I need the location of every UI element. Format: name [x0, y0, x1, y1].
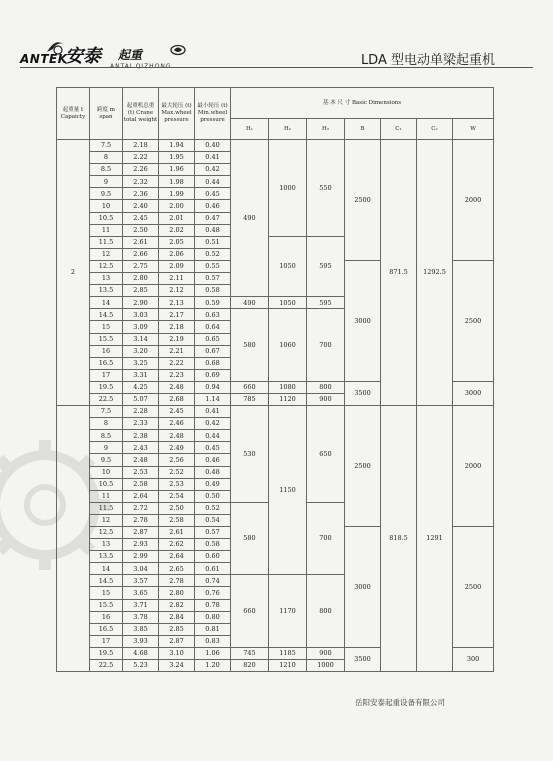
min-pressure-cell: 0.76	[195, 587, 231, 599]
header-basic-dimensions: 基 本 尺 寸 Basic Dimensions	[231, 88, 494, 119]
weight-cell: 2.40	[123, 200, 159, 212]
span-cell: 7.5	[90, 406, 123, 418]
span-cell: 8	[90, 152, 123, 164]
h1-cell: 660	[231, 575, 269, 648]
span-cell: 13	[90, 539, 123, 551]
h3-cell: 650	[307, 406, 345, 503]
span-cell: 12.5	[90, 260, 123, 272]
b-cell: 3500	[345, 647, 381, 671]
min-pressure-cell: 0.78	[195, 599, 231, 611]
min-pressure-cell: 0.74	[195, 575, 231, 587]
h2-cell: 1050	[269, 297, 307, 309]
max-pressure-cell: 2.80	[159, 587, 195, 599]
min-pressure-cell: 0.42	[195, 418, 231, 430]
max-pressure-cell: 2.13	[159, 297, 195, 309]
w-cell: 2500	[453, 260, 494, 381]
b-cell: 3500	[345, 381, 381, 405]
min-pressure-cell: 0.65	[195, 333, 231, 345]
min-pressure-cell: 0.59	[195, 297, 231, 309]
logo-chinese-name: 安泰	[65, 46, 101, 67]
min-pressure-cell: 0.69	[195, 369, 231, 381]
header-span: 跨度 m span	[90, 88, 123, 140]
weight-cell: 2.93	[123, 539, 159, 551]
span-cell: 8	[90, 418, 123, 430]
capacity-cell	[57, 406, 90, 672]
max-pressure-cell: 3.10	[159, 647, 195, 659]
b-cell: 2500	[345, 140, 381, 261]
weight-cell: 2.66	[123, 248, 159, 260]
span-cell: 14	[90, 563, 123, 575]
min-pressure-cell: 0.55	[195, 260, 231, 272]
span-cell: 22.5	[90, 660, 123, 672]
weight-cell: 2.99	[123, 551, 159, 563]
min-pressure-cell: 0.50	[195, 490, 231, 502]
b-cell: 2500	[345, 406, 381, 527]
min-pressure-cell: 1.14	[195, 393, 231, 405]
max-pressure-cell: 2.17	[159, 309, 195, 321]
weight-cell: 4.25	[123, 381, 159, 393]
h1-cell: 785	[231, 393, 269, 405]
min-pressure-cell: 0.51	[195, 236, 231, 248]
span-cell: 10	[90, 466, 123, 478]
max-pressure-cell: 2.46	[159, 418, 195, 430]
weight-cell: 2.64	[123, 490, 159, 502]
h3-cell: 700	[307, 502, 345, 575]
h3-cell: 595	[307, 297, 345, 309]
weight-cell: 2.36	[123, 188, 159, 200]
weight-cell: 3.71	[123, 599, 159, 611]
weight-cell: 2.75	[123, 260, 159, 272]
span-cell: 10.5	[90, 478, 123, 490]
min-pressure-cell: 0.81	[195, 623, 231, 635]
span-cell: 15	[90, 587, 123, 599]
weight-cell: 3.93	[123, 635, 159, 647]
max-pressure-cell: 2.12	[159, 285, 195, 297]
logo-chinese-qizhong: 起重	[118, 48, 143, 62]
header-h2: H₂	[269, 119, 307, 140]
min-pressure-cell: 0.48	[195, 466, 231, 478]
span-cell: 16.5	[90, 623, 123, 635]
span-cell: 12	[90, 248, 123, 260]
span-cell: 8.5	[90, 430, 123, 442]
max-pressure-cell: 2.54	[159, 490, 195, 502]
span-cell: 12.5	[90, 527, 123, 539]
max-pressure-cell: 2.78	[159, 575, 195, 587]
h2-cell: 1050	[269, 236, 307, 296]
min-pressure-cell: 0.40	[195, 140, 231, 152]
weight-cell: 5.23	[123, 660, 159, 672]
logo-text: ANTEK	[20, 52, 68, 66]
max-pressure-cell: 2.02	[159, 224, 195, 236]
weight-cell: 3.85	[123, 623, 159, 635]
header-crane-weight: 起重机总重 (t) Crane total weight	[123, 88, 159, 140]
min-pressure-cell: 0.44	[195, 176, 231, 188]
span-cell: 19.5	[90, 647, 123, 659]
min-pressure-cell: 0.68	[195, 357, 231, 369]
max-pressure-cell: 1.98	[159, 176, 195, 188]
max-pressure-cell: 2.68	[159, 393, 195, 405]
max-pressure-cell: 2.52	[159, 466, 195, 478]
weight-cell: 5.07	[123, 393, 159, 405]
max-pressure-cell: 2.58	[159, 514, 195, 526]
max-pressure-cell: 1.94	[159, 140, 195, 152]
span-cell: 16	[90, 611, 123, 623]
span-cell: 13	[90, 273, 123, 285]
span-cell: 15	[90, 321, 123, 333]
span-cell: 7.5	[90, 140, 123, 152]
span-cell: 11.5	[90, 236, 123, 248]
max-pressure-cell: 2.11	[159, 273, 195, 285]
w-cell: 2500	[453, 527, 494, 648]
max-pressure-cell: 2.62	[159, 539, 195, 551]
table-row	[57, 140, 494, 152]
min-pressure-cell: 0.80	[195, 611, 231, 623]
b-cell: 3000	[345, 260, 381, 381]
table-row	[57, 406, 494, 418]
span-cell: 15.5	[90, 333, 123, 345]
w-cell: 2000	[453, 406, 494, 527]
weight-cell: 3.25	[123, 357, 159, 369]
span-cell: 14.5	[90, 575, 123, 587]
max-pressure-cell: 2.64	[159, 551, 195, 563]
min-pressure-cell: 1.06	[195, 647, 231, 659]
max-pressure-cell: 1.95	[159, 152, 195, 164]
max-pressure-cell: 2.49	[159, 442, 195, 454]
table-body	[57, 140, 494, 672]
span-cell: 11	[90, 490, 123, 502]
min-pressure-cell: 0.63	[195, 309, 231, 321]
header-divider	[20, 67, 533, 68]
span-cell: 14.5	[90, 309, 123, 321]
weight-cell: 2.58	[123, 478, 159, 490]
max-pressure-cell: 2.01	[159, 212, 195, 224]
h2-cell: 1120	[269, 393, 307, 405]
weight-cell: 4.68	[123, 647, 159, 659]
weight-cell: 2.87	[123, 527, 159, 539]
min-pressure-cell: 0.67	[195, 345, 231, 357]
max-pressure-cell: 2.82	[159, 599, 195, 611]
h2-cell: 1150	[269, 406, 307, 575]
header-c2: C₂	[417, 119, 453, 140]
min-pressure-cell: 0.46	[195, 454, 231, 466]
h3-cell: 900	[307, 647, 345, 659]
weight-cell: 3.04	[123, 563, 159, 575]
min-pressure-cell: 0.41	[195, 152, 231, 164]
min-pressure-cell: 0.48	[195, 224, 231, 236]
weight-cell: 2.90	[123, 297, 159, 309]
h1-cell: 490	[231, 297, 269, 309]
weight-cell: 3.20	[123, 345, 159, 357]
min-pressure-cell: 0.45	[195, 188, 231, 200]
min-pressure-cell: 0.47	[195, 212, 231, 224]
max-pressure-cell: 2.48	[159, 430, 195, 442]
max-pressure-cell: 2.05	[159, 236, 195, 248]
max-pressure-cell: 2.00	[159, 200, 195, 212]
h2-cell: 1080	[269, 381, 307, 393]
c2-cell: 1291	[417, 406, 453, 672]
header-b: B	[345, 119, 381, 140]
span-cell: 9.5	[90, 454, 123, 466]
span-cell: 8.5	[90, 164, 123, 176]
max-pressure-cell: 2.18	[159, 321, 195, 333]
h1-cell: 820	[231, 660, 269, 672]
h1-cell: 580	[231, 502, 269, 575]
header-min-wheel-pressure: 最小轮压 (t) Min.wheel pressure	[195, 88, 231, 140]
header-w: W	[453, 119, 494, 140]
c1-cell: 871.5	[381, 140, 417, 406]
min-pressure-cell: 0.57	[195, 273, 231, 285]
max-pressure-cell: 2.65	[159, 563, 195, 575]
c1-cell: 818.5	[381, 406, 417, 672]
weight-cell: 3.14	[123, 333, 159, 345]
b-cell: 3000	[345, 527, 381, 648]
header-c1: C₁	[381, 119, 417, 140]
min-pressure-cell: 0.42	[195, 164, 231, 176]
weight-cell: 3.78	[123, 611, 159, 623]
weight-cell: 2.38	[123, 430, 159, 442]
w-cell: 2000	[453, 140, 494, 261]
max-pressure-cell: 2.45	[159, 406, 195, 418]
weight-cell: 2.43	[123, 442, 159, 454]
h1-cell: 745	[231, 647, 269, 659]
span-cell: 11.5	[90, 502, 123, 514]
min-pressure-cell: 0.46	[195, 200, 231, 212]
span-cell: 13.5	[90, 285, 123, 297]
capacity-cell: 2	[57, 140, 90, 406]
weight-cell: 2.33	[123, 418, 159, 430]
min-pressure-cell: 1.20	[195, 660, 231, 672]
max-pressure-cell: 2.87	[159, 635, 195, 647]
weight-cell: 2.61	[123, 236, 159, 248]
span-cell: 10.5	[90, 212, 123, 224]
span-cell: 16	[90, 345, 123, 357]
span-cell: 13.5	[90, 551, 123, 563]
min-pressure-cell: 0.58	[195, 285, 231, 297]
company-name-footer: 岳阳安泰起重设备有限公司	[355, 698, 445, 707]
h1-cell: 490	[231, 140, 269, 297]
max-pressure-cell: 1.99	[159, 188, 195, 200]
span-cell: 16.5	[90, 357, 123, 369]
w-cell: 300	[453, 647, 494, 671]
min-pressure-cell: 0.45	[195, 442, 231, 454]
h3-cell: 800	[307, 575, 345, 648]
h3-cell: 1000	[307, 660, 345, 672]
header-h3: H₃	[307, 119, 345, 140]
h1-cell: 580	[231, 309, 269, 382]
logo-emblem-icon	[170, 44, 186, 56]
max-pressure-cell: 2.19	[159, 333, 195, 345]
span-cell: 11	[90, 224, 123, 236]
max-pressure-cell: 2.21	[159, 345, 195, 357]
weight-cell: 3.31	[123, 369, 159, 381]
max-pressure-cell: 2.84	[159, 611, 195, 623]
min-pressure-cell: 0.52	[195, 502, 231, 514]
span-cell: 19.5	[90, 381, 123, 393]
specification-table	[56, 87, 494, 672]
header-h1: H₁	[231, 119, 269, 140]
header-capacity: 起重量 t Capaicty	[57, 88, 90, 140]
weight-cell: 2.18	[123, 140, 159, 152]
c2-cell: 1292.5	[417, 140, 453, 406]
weight-cell: 2.32	[123, 176, 159, 188]
max-pressure-cell: 2.48	[159, 381, 195, 393]
h3-cell: 595	[307, 236, 345, 296]
min-pressure-cell: 0.58	[195, 539, 231, 551]
h1-cell: 530	[231, 406, 269, 503]
weight-cell: 3.57	[123, 575, 159, 587]
h1-cell: 660	[231, 381, 269, 393]
h2-cell: 1000	[269, 140, 307, 237]
span-cell: 17	[90, 369, 123, 381]
weight-cell: 2.85	[123, 285, 159, 297]
min-pressure-cell: 0.54	[195, 514, 231, 526]
min-pressure-cell: 0.44	[195, 430, 231, 442]
weight-cell: 3.03	[123, 309, 159, 321]
h2-cell: 1170	[269, 575, 307, 648]
max-pressure-cell: 2.56	[159, 454, 195, 466]
h2-cell: 1060	[269, 309, 307, 382]
company-logo	[20, 38, 190, 74]
header-max-wheel-pressure: 最大轮压 (t) Max.wheel pressure	[159, 88, 195, 140]
weight-cell: 2.28	[123, 406, 159, 418]
weight-cell: 2.48	[123, 454, 159, 466]
min-pressure-cell: 0.41	[195, 406, 231, 418]
span-cell: 17	[90, 635, 123, 647]
max-pressure-cell: 2.06	[159, 248, 195, 260]
max-pressure-cell: 2.22	[159, 357, 195, 369]
weight-cell: 2.72	[123, 502, 159, 514]
h3-cell: 700	[307, 309, 345, 382]
product-title: LDA 型电动单梁起重机	[360, 53, 495, 68]
max-pressure-cell: 2.61	[159, 527, 195, 539]
span-cell: 14	[90, 297, 123, 309]
logo-subtitle: ANTAI QIZHONG	[110, 63, 172, 70]
max-pressure-cell: 1.96	[159, 164, 195, 176]
max-pressure-cell: 2.09	[159, 260, 195, 272]
weight-cell: 2.50	[123, 224, 159, 236]
weight-cell: 2.45	[123, 212, 159, 224]
max-pressure-cell: 3.24	[159, 660, 195, 672]
span-cell: 9	[90, 176, 123, 188]
h3-cell: 800	[307, 381, 345, 393]
span-cell: 22.5	[90, 393, 123, 405]
weight-cell: 3.65	[123, 587, 159, 599]
span-cell: 12	[90, 514, 123, 526]
h3-cell: 550	[307, 140, 345, 237]
h2-cell: 1185	[269, 647, 307, 659]
weight-cell: 2.78	[123, 514, 159, 526]
max-pressure-cell: 2.50	[159, 502, 195, 514]
max-pressure-cell: 2.85	[159, 623, 195, 635]
min-pressure-cell: 0.83	[195, 635, 231, 647]
min-pressure-cell: 0.94	[195, 381, 231, 393]
min-pressure-cell: 0.61	[195, 563, 231, 575]
h2-cell: 1210	[269, 660, 307, 672]
span-cell: 9	[90, 442, 123, 454]
span-cell: 10	[90, 200, 123, 212]
min-pressure-cell: 0.52	[195, 248, 231, 260]
min-pressure-cell: 0.49	[195, 478, 231, 490]
weight-cell: 2.26	[123, 164, 159, 176]
weight-cell: 3.09	[123, 321, 159, 333]
min-pressure-cell: 0.64	[195, 321, 231, 333]
h3-cell: 900	[307, 393, 345, 405]
span-cell: 9.5	[90, 188, 123, 200]
min-pressure-cell: 0.60	[195, 551, 231, 563]
min-pressure-cell: 0.57	[195, 527, 231, 539]
weight-cell: 2.22	[123, 152, 159, 164]
max-pressure-cell: 2.53	[159, 478, 195, 490]
max-pressure-cell: 2.23	[159, 369, 195, 381]
w-cell: 3000	[453, 381, 494, 405]
span-cell: 15.5	[90, 599, 123, 611]
weight-cell: 2.80	[123, 273, 159, 285]
weight-cell: 2.53	[123, 466, 159, 478]
